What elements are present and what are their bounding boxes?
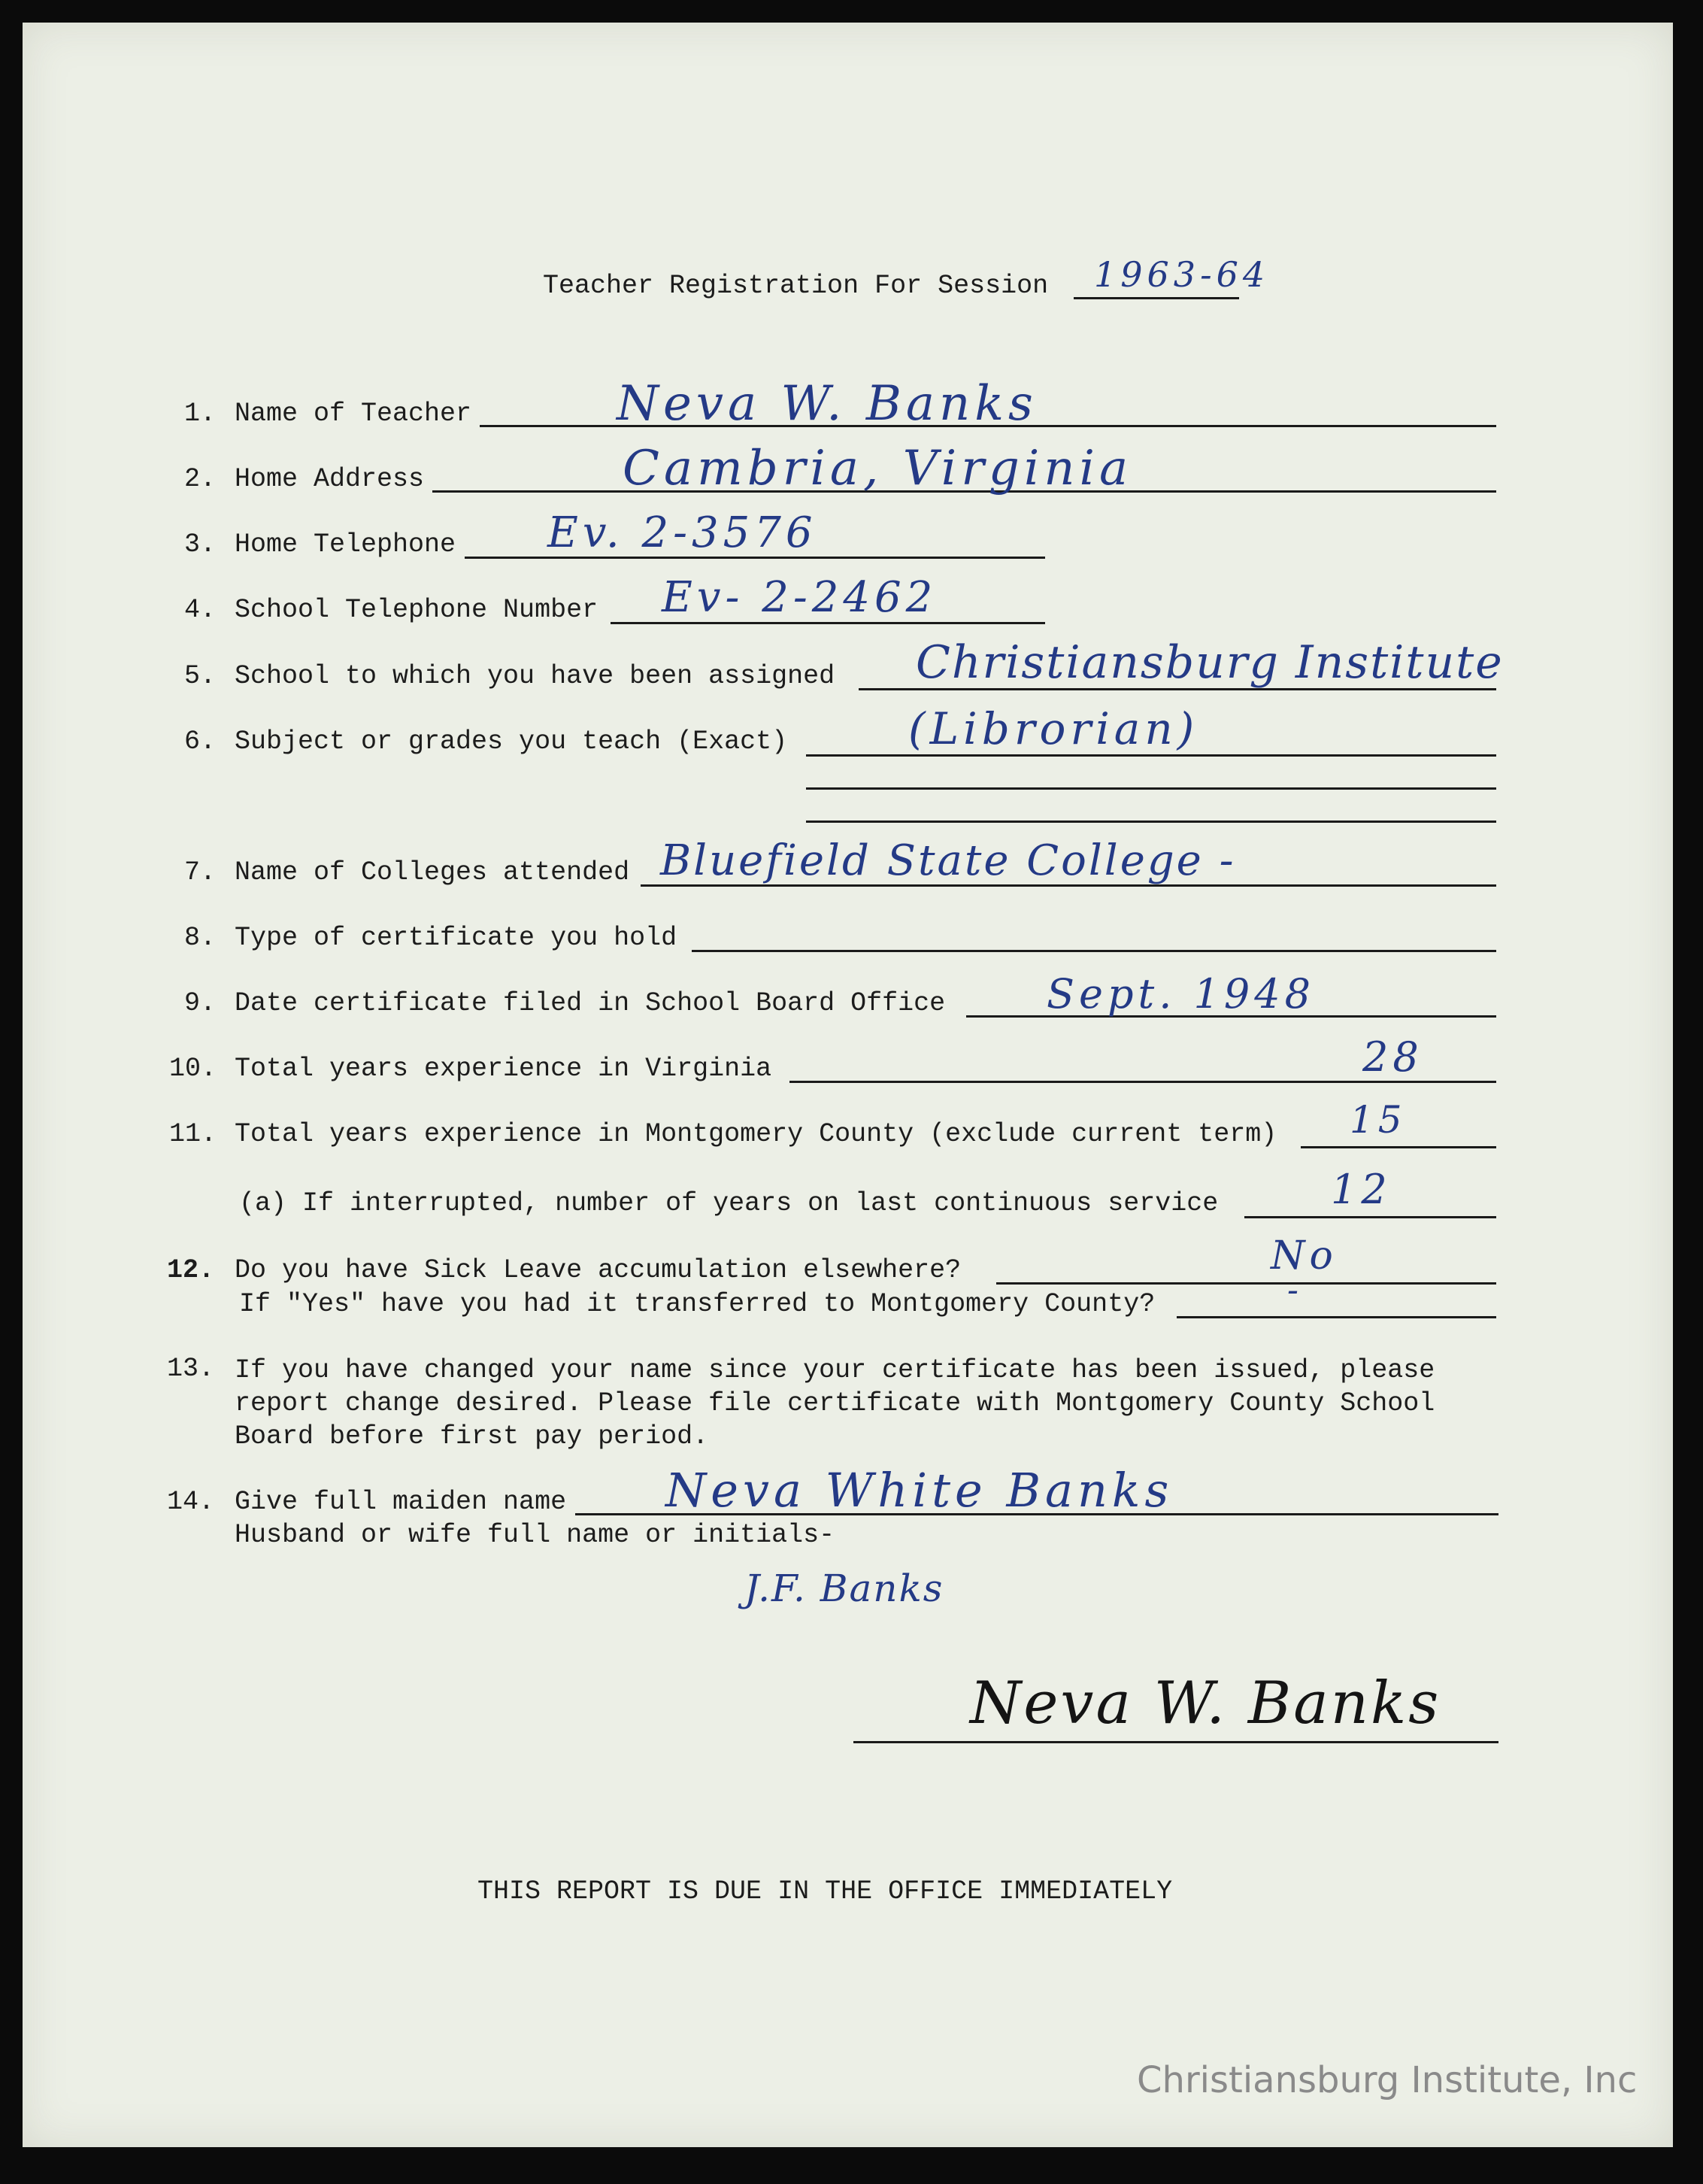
field-9-label: Date certificate filed in School Board Office xyxy=(235,988,946,1018)
field-12-line xyxy=(996,1282,1496,1285)
field-4-number: 4. xyxy=(184,595,217,625)
field-9-value: Sept. 1948 xyxy=(1047,970,1315,1018)
field-10-number: 10. xyxy=(169,1054,217,1084)
field-3-value: Ev. 2-3576 xyxy=(547,508,817,557)
field-5-number: 5. xyxy=(184,661,217,691)
field-3-label: Home Telephone xyxy=(235,529,456,560)
field-10-line xyxy=(789,1081,1496,1083)
field-11a-line xyxy=(1244,1216,1496,1218)
field-7-label: Name of Colleges attended xyxy=(235,857,630,887)
item-13-line-1: If you have changed your name since your certificate has been issued, please xyxy=(235,1355,1435,1385)
session-underline xyxy=(1074,297,1239,299)
field-12b-label: If "Yes" have you had it transferred to Montgomery County? xyxy=(239,1289,1156,1319)
field-1-number: 1. xyxy=(184,399,217,429)
field-5-value: Christiansburg Institute xyxy=(916,636,1504,689)
field-11-line xyxy=(1301,1146,1496,1148)
session-value: 1963-64 xyxy=(1094,254,1270,295)
field-6-line-2 xyxy=(806,787,1496,790)
field-4-label: School Telephone Number xyxy=(235,595,598,625)
field-1-label: Name of Teacher xyxy=(235,399,472,429)
field-1-value: Neva W. Banks xyxy=(617,376,1038,432)
field-11a-label: (a) If interrupted, number of years on last continuous service xyxy=(239,1188,1219,1218)
item-13-line-3: Board before first pay period. xyxy=(235,1421,709,1451)
field-4-value: Ev- 2-2462 xyxy=(662,573,938,622)
field-11a-value: 12 xyxy=(1331,1166,1392,1213)
footer-note: THIS REPORT IS DUE IN THE OFFICE IMMEDIATELY xyxy=(477,1876,1173,1906)
field-11-value: 15 xyxy=(1350,1098,1407,1142)
item-13-line-2: report change desired. Please file certificate with Montgomery County School xyxy=(235,1388,1435,1418)
item-14-label: Give full maiden name xyxy=(235,1487,567,1517)
field-7-value: Bluefield State College - xyxy=(660,836,1236,885)
field-10-label: Total years experience in Virginia xyxy=(235,1054,772,1084)
field-6-number: 6. xyxy=(184,726,217,757)
field-12b-value: - xyxy=(1287,1271,1303,1309)
field-6-value: (Librorian) xyxy=(908,703,1199,754)
field-9-number: 9. xyxy=(184,988,217,1018)
field-12-number: 12. xyxy=(167,1255,215,1285)
item-14-number: 14. xyxy=(167,1487,215,1517)
field-7-number: 7. xyxy=(184,857,217,887)
form-page xyxy=(23,23,1673,2147)
field-12b-line xyxy=(1177,1316,1496,1318)
field-12-value: No xyxy=(1271,1233,1338,1279)
field-6-line-3 xyxy=(806,821,1496,823)
spouse-label: Husband or wife full name or initials- xyxy=(235,1520,835,1550)
field-8-label: Type of certificate you hold xyxy=(235,923,677,953)
field-4-line xyxy=(611,622,1045,624)
signature-line xyxy=(853,1741,1498,1743)
field-6-label: Subject or grades you teach (Exact) xyxy=(235,726,788,757)
signature: Neva W. Banks xyxy=(970,1670,1441,1737)
item-14-value: Neva White Banks xyxy=(665,1463,1174,1518)
field-2-number: 2. xyxy=(184,464,217,494)
field-3-number: 3. xyxy=(184,529,217,560)
field-8-number: 8. xyxy=(184,923,217,953)
field-6-line xyxy=(806,754,1496,757)
field-2-value: Cambria, Virginia xyxy=(623,441,1133,496)
field-2-label: Home Address xyxy=(235,464,425,494)
field-12-label: Do you have Sick Leave accumulation elsewhere? xyxy=(235,1255,962,1285)
field-8-line xyxy=(692,950,1496,952)
field-11-number: 11. xyxy=(169,1119,217,1149)
field-11-label: Total years experience in Montgomery County (exclude current term) xyxy=(235,1119,1277,1149)
field-10-value: 28 xyxy=(1362,1033,1423,1081)
watermark: Christiansburg Institute, Inc xyxy=(1137,2059,1638,2101)
field-5-label: School to which you have been assigned xyxy=(235,661,835,691)
item-13-number: 13. xyxy=(167,1354,215,1384)
spouse-value: J.F. Banks xyxy=(744,1567,944,1610)
form-title: Teacher Registration For Session xyxy=(543,271,1049,301)
